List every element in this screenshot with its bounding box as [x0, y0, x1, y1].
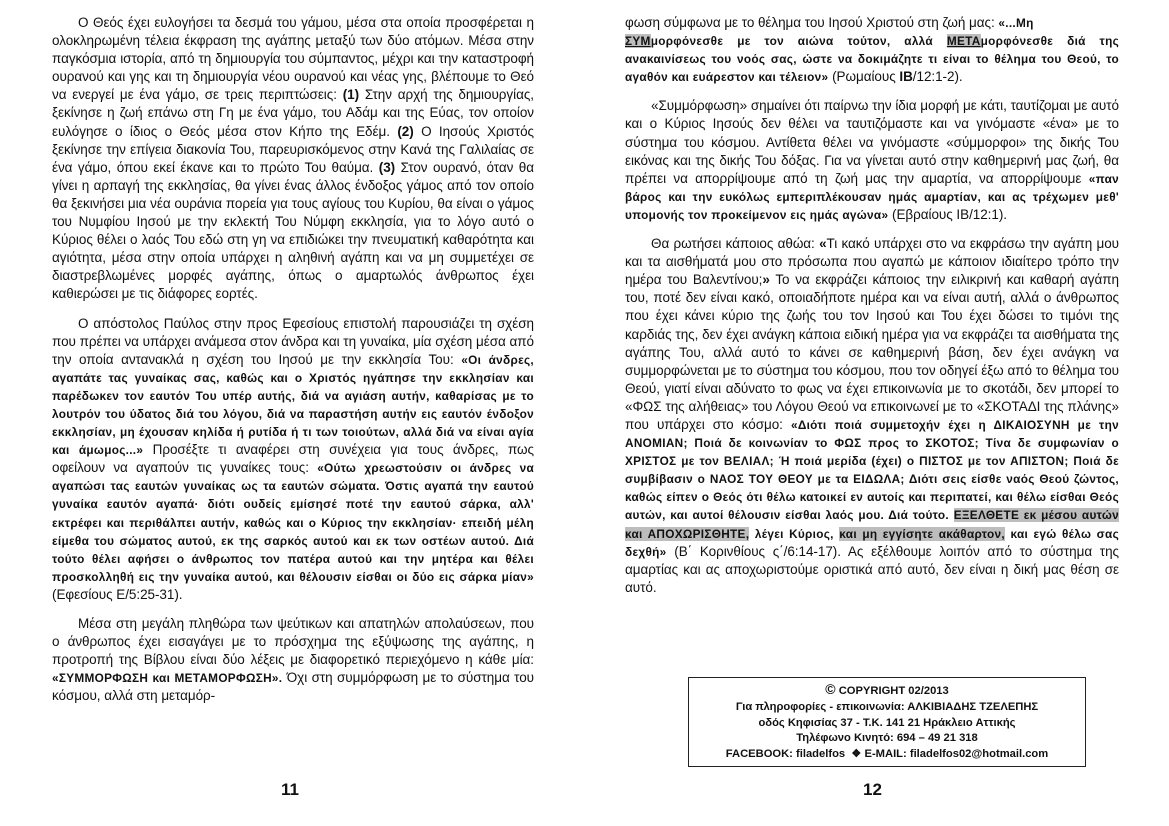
text-span: Θα ρωτήσει κάποιος αθώα:	[651, 236, 815, 252]
scripture-quote: «Διότι ποιά συμμετοχήν έχει η ΔΙΚΑΙΟΣΥΝΗ με την ΑΝΟΜΙΑΝ; Ποιά δε κοινωνίαν το ΦΩΣ προς το ΣΚΟΤΟΣ; Τίνα δε συμφωνίαν ο ΧΡΙΣΤΟΣ με τον ΒΕΛΙΑΛ; Ή ποιά μερίδα (έχει) ο ΠΙΣΤΟΣ με τον ΑΠΙΣΤΟΝ; Ποιά δε συμβίβασιν ο ΝΑΟΣ ΤΟΥ ΘΕΟΥ με τα ΕΙΔΩΛΑ; Διότι σεις είσθε ναός Θεού ζώντος, καθώς είπεν ο Θεός ότι θέλω κατοικεί εν αυτοίς και περιπατεί, και θέλω είσθαι Θεός αυτών, και αυτοί θέλουσιν είσθαι λαός μου. Διά τούτο.	[625, 417, 1119, 523]
text-span: φωση σύμφωνα με το θέλημα του Ιησού Χριστού στη ζωή μας:	[625, 15, 995, 30]
copyright-text: COPYRIGHT 02/2013	[838, 685, 949, 697]
address-line: οδός Κηφισίας 37 - Τ.Κ. 141 21 Ηράκλειο Αττικής	[758, 716, 1016, 729]
scripture-reference: (Ρωμαίους	[832, 69, 896, 85]
scripture-reference: /12:1-2).	[912, 69, 963, 85]
text-span: Μέσα στη μεγάλη πληθώρα των ψεύτικων και απατηλών απολαύσεων, που ο άνθρωπος έχει εισαγάγει με το πρόσχημα της εξύψωσης της αγάπης, η προτροπή της Βίβλου είναι δύο λέξεις με διαφορετικό περιεχόμενο η κάθε μία:	[52, 616, 534, 668]
text-span: Προσέξτε τι αναφέρει στη συνέχεια για τους άνδρες, πως οφείλουν να αγαπούν τις γυναίκες τους:	[52, 442, 534, 476]
marker-3: (3)	[378, 159, 396, 175]
left-paragraph-3	[52, 615, 534, 705]
scripture-reference: (Εβραίους ΙΒ/12:1).	[892, 206, 1007, 222]
scripture-quote: «παν βάρος και την ευκόλως εμπεριπλέκουσαν ημάς αμαρτίαν, και ας τρέχωμεν μεθ' υπομονής τον προκείμενον εις ημάς αγώνα»	[625, 171, 1119, 222]
scripture-quote: και εγώ θέλω σας δεχθή»	[625, 526, 1119, 559]
scripture-reference: (Β΄ Κορινθίους ς΄/6:14-17). Ας εξέλθουμε λοιπόν από το σύστημα της αμαρτίας και ας αποχωριστούμε οριστικά από αυτό, δεν είναι η δική μας θέση σε αυτό.	[625, 543, 1120, 595]
scripture-reference: (Εφεσίους Ε/5:25-31).	[52, 586, 183, 602]
key-words: «ΣΥΜΜΟΡΦΩΣΗ και ΜΕΤΑΜΟΡΦΩΣΗ».	[52, 671, 283, 686]
contact-line: Για πληροφορίες - επικοινωνία: ΑΛΚΙΒΙΑΔΗΣ ΤΖΕΛΕΠΗΣ	[735, 700, 1039, 713]
text-span: Το να εκφράζει κάποιος την ειλικρινή και καθαρή αγάπη του, ποτέ δεν είναι κακό, οποιαδήποτε ημέρα και να είναι αυτή, αλλά ο άνθρωπος που έχει κάνει κύριο της ζωής του τον Ιησού και Του έχει δώσει το τιμόνι της καρδιάς της, δεν έχει ανάγκη κάποια ειδική ημέρα για να εκφράζει τα αισθήματα της αγάπης Του, αλλά αυτό το κάνει σε καθημερινή βάση, δεν έχει ανάγκη να συμμορφώνεται με το σύστημα του κόσμου, που τον οδηγεί έξω από το θέλημα του Θεού, γιατί είναι αδύνατο το φως να έχει επικοινωνία με το σκοτάδι, δεν μπορεί το «ΦΩΣ της αλήθειας» του Λόγου Θεού να επικοινωνεί με το «ΣΚΟΤΑΔΙ της πλάνης» που υπάρχει στο κόσμο:	[625, 272, 1119, 432]
highlight-mi-eggisete: και μη εγγίσητε ακάθαρτον,	[839, 526, 1005, 541]
right-paragraph-1	[625, 14, 1119, 86]
text-span: «Συμμόρφωση» σημαίνει ότι παίρνω την ίδια μορφή με κάτι, ταυτίζομαι με αυτό και ο Κύριος Ιησούς δεν θέλει να ταυτιζόμαστε και να γινόμαστε «ένα» με το σύστημα του κόσμου. Αντίθετα θέλει να γινόμαστε «σύμμορφοι» της δικής Του εικόνας και της δικής Του δόξας. Για να γίνεται αυτό στην καθημερινή μας ζωή, θα πρέπει να απορρίψουμε από τη ζωή μας την αμαρτία, να απορρίψουμε	[625, 98, 1119, 186]
highlight-sym: ΣΥΜ	[625, 34, 651, 49]
left-paragraph-2	[52, 315, 534, 605]
scripture-quote: «...Μη	[998, 16, 1034, 30]
text-span: Στον ουρανό, όταν θα γίνει η αρπαγή της εκκλησίας, θα γίνει ένας άλλος ένδοξος γάμος από τον οποίο θα ξεκινήσει μια νέα ουράνια πορεία για τους αγίους του Κυρίου, θα είναι ο γάμος του Νυμφίου Ιησού με την εκλεκτή Του Νύμφη εκκλησία, για το λόγο αυτό ο Κύριος θέλει ο λαός Του εδώ στη γη να επιδιώκει την πνευματική καθαρότητα και αγιότητα, μέσα στην οποία υπάρχει η αληθινή αγάπη και να μη συμμετέχει σε διαστρεβλωμένες μορφές αγάπης, όπως ο αμαρτωλός άνθρωπος έχει καθιερώσει με τις διάφορες εορτές.	[52, 159, 534, 302]
right-paragraph-2	[625, 97, 1119, 224]
diamond-separator-icon: ❖	[851, 748, 862, 761]
text-span: Όχι στη συμμόρφωση με το σύστημα του κόσμου, αλλά στη μεταμόρ-	[52, 670, 534, 704]
left-page	[52, 14, 534, 716]
text-span: Στην αρχή της δημιουργίας, ξεκίνησε η ζωή επάνω στη Γη με ένα γάμο, του Αδάμ και της Εύας, τον οποίον ευλόγησε ο ίδιος ο Θεός μέσα στον Κήπο της Εδέμ.	[52, 87, 534, 139]
text-span: Ο Ιησούς Χριστός ξεκίνησε την επίγεια διακονία Του, παρευρισκόμενος στην Κανά της Γαλιλαίας σε ένα γάμο, όπου εκεί έκανε και το πρώτο Του θαύμα.	[52, 123, 534, 175]
quote-mark-close: »	[762, 272, 770, 288]
copyright-line	[691, 682, 1083, 700]
marker-2: (2)	[397, 123, 414, 139]
scripture-quote: λέγει Κύριος,	[754, 526, 834, 541]
scripture-quote: διά της ανακαινίσεως του νοός σας, ώστε να δοκιμάζητε τι είναι το θέλημα του Θεού, το αγαθόν και ευάρεστον και τέλειον»	[625, 34, 1120, 85]
highlight-exelthete: ΕΞΕΛΘΕΤΕ εκ μέσου αυτών και ΑΠΟΧΩΡΙΣΘΗΤΕ,	[625, 508, 1119, 541]
scripture-quote: μορφόνεσθε	[650, 34, 724, 49]
phone-line: Τηλέφωνο Κινητό: 694 – 49 21 318	[796, 732, 978, 745]
left-paragraph-1	[52, 14, 534, 304]
text-span: Ο Θεός έχει ευλογήσει τα δεσμά του γάμου, μέσα στα οποία προσφέρεται η ολοκληρωμένη τέλεια έκφραση της αγάπης μεταξύ των δύο ατόμων. Μέσα στην παγκόσμια ιστορία, από τη δημιουργία του σύμπαντος, μέχρι και την καταστροφή ουρανού και γης και τη δημιουργία νέου ουρανού και νέας γης, βλέπουμε το Θεό να ενεργεί με ένα γάμο, σε τρεις περιπτώσεις:	[52, 15, 534, 103]
right-page	[625, 14, 1119, 608]
scripture-quote: «Οι άνδρες, αγαπάτε τας γυναίκας σας, καθώς και ο Χριστός ηγάπησε την εκκλησίαν και παρέδωκεν τον εαυτόν Του υπέρ αυτής, διά να αγιάση αυτήν, καθαρίσας με το λουτρόν του ύδατος διά του λόγου, διά να παραστήση αυτήν εις εαυτόν ένδοξον εκκλησίαν, μη έχουσαν κηλίδα ή ρυτίδα ή τι των τοιούτων, αλλά διά να είναι αγία και άμωμος...»	[52, 352, 534, 458]
highlight-meta: ΜΕΤΑ	[946, 34, 981, 49]
scripture-quote: «Ούτω χρεωστούσιν οι άνδρες να αγαπώσι τας εαυτών γυναίκας ως τα εαυτών σώματα. Όστις αγαπά την εαυτού γυναίκα εαυτόν αγαπά· διότι ουδείς εμίσησέ ποτέ την εαυτού σάρκα, αλλ' εκτρέφει και περιθάλπει αυτήν, καθώς και ο Κύριος την εκκλησίαν· επειδή μέλη είμεθα του σώματος αυτού, εκ της σαρκός αυτού και εκ των οστέων αυτού. Διά τούτο θέλει αφήσει ο άνθρωπος τον πατέρα αυτού και την μητέρα και θέλει προσκολληθή εις την γυναίκα αυτού, και θέλουσιν είσθαι οι δύο εις σάρκα μίαν»	[52, 461, 534, 584]
quote-mark-open: «	[819, 236, 827, 252]
page-number-right: 12	[863, 780, 882, 799]
scripture-quote: μορφόνεσθε	[980, 34, 1054, 49]
page-number-left: 11	[281, 780, 299, 799]
right-paragraph-3	[625, 235, 1119, 597]
question-text: Τι κακό υπάρχει στο να εκφράσω την αγάπη μου και τα αισθήματά μου στο πρόσωπα που αγαπώ με κάποιον ιδιαίτερο τρόπο την ημέρα του Βαλεντίνου;	[625, 236, 1119, 288]
email-address: E-MAIL: filadelfos02@hotmail.com	[864, 748, 1049, 761]
facebook-handle: FACEBOOK: filadelfos	[725, 748, 846, 761]
scripture-quote: με τον αιώνα τούτον, αλλά	[737, 34, 933, 49]
copyright-info-box	[688, 677, 1086, 767]
social-line	[691, 747, 1083, 763]
copyright-icon: ©	[825, 681, 836, 697]
chapter-numeral: ΙΒ	[899, 69, 913, 85]
text-span: Ο απόστολος Παύλος στην προς Εφεσίους επιστολή παρουσιάζει τη σχέση που πρέπει να υπάρχει ανάμεσα στον άνδρα και τη γυναίκα, μία σχέση μέσα από την οποία αντανακλά η σχέση του Ιησού με την εκκλησία Του:	[52, 315, 534, 367]
marker-1: (1)	[342, 87, 360, 103]
